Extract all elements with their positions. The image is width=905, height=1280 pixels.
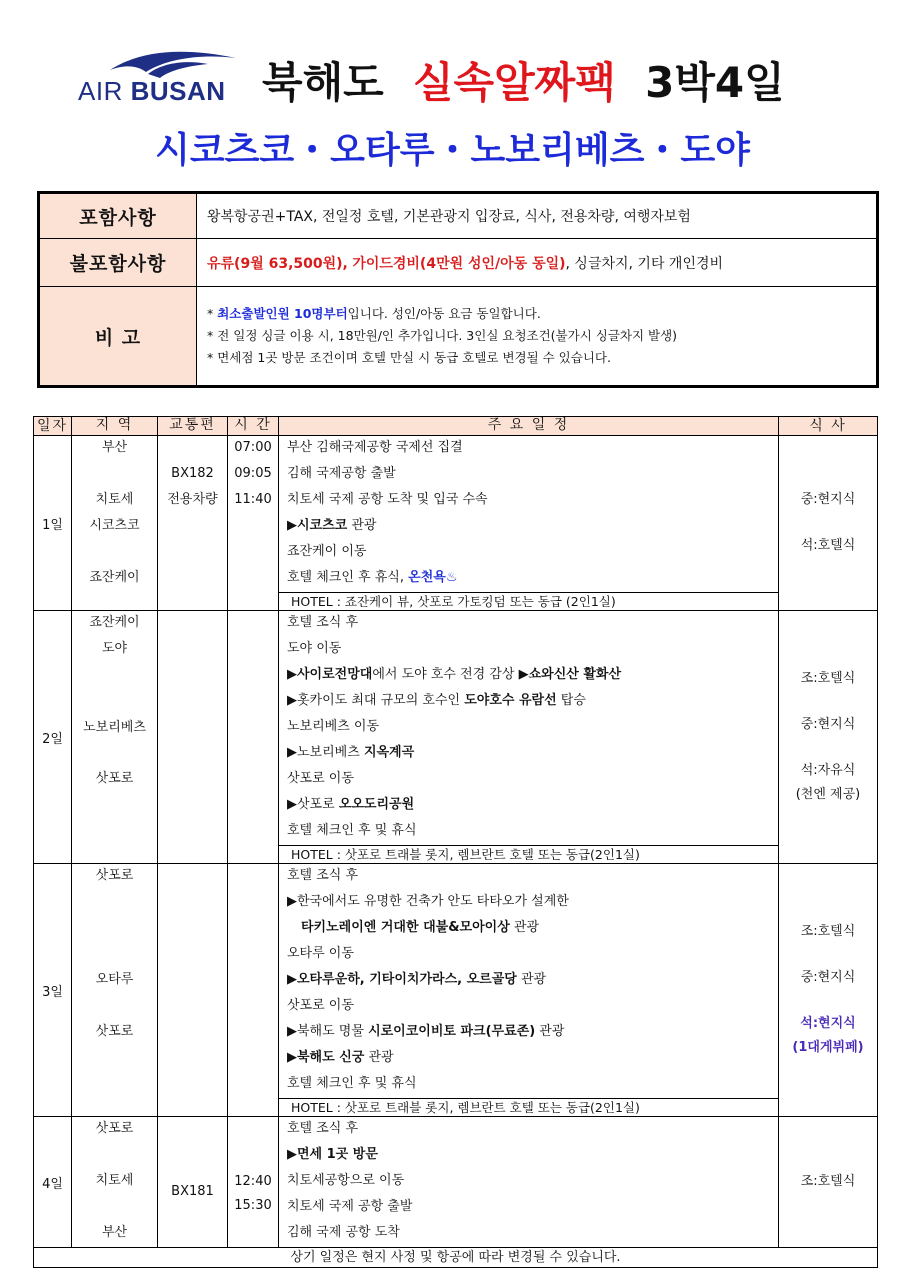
region: 부산 bbox=[101, 1225, 128, 1240]
page-title bbox=[262, 50, 785, 110]
header-transport: 교통편 bbox=[158, 417, 228, 436]
region bbox=[72, 890, 157, 916]
text: 홋카이도 최대 규모의 호수인 bbox=[297, 693, 465, 708]
day-2-regions bbox=[72, 611, 158, 864]
day-4-label: 4일 bbox=[34, 1117, 72, 1248]
header-day: 일자 bbox=[34, 417, 72, 436]
region: 삿포로 bbox=[95, 771, 134, 786]
excluded-fuel: 유류(9월 63,500원), bbox=[207, 255, 348, 272]
excluded-guide: 가이드경비(4만원 성인/아동 동일) bbox=[352, 255, 566, 272]
arrow-icon: ▶ bbox=[287, 1050, 297, 1065]
schedule-line bbox=[279, 793, 778, 819]
region bbox=[72, 462, 157, 488]
title-highlight: 실속알짜팩 bbox=[412, 58, 616, 107]
day-1-regions bbox=[72, 436, 158, 611]
time: 07:00 bbox=[234, 440, 272, 455]
bird-wing-icon bbox=[108, 48, 238, 78]
schedule-line bbox=[279, 890, 778, 916]
region bbox=[72, 1195, 157, 1221]
day-3-row bbox=[34, 864, 878, 1117]
day-1-label: 1일 bbox=[34, 436, 72, 611]
day-2-row bbox=[34, 611, 878, 864]
transport: 전용차량 bbox=[167, 492, 218, 507]
region: 죠잔케이 bbox=[89, 615, 140, 630]
highlight: 지옥계곡 bbox=[363, 745, 415, 760]
day-3-label: 3일 bbox=[34, 864, 72, 1117]
day-2-meals bbox=[779, 611, 878, 864]
schedule-line: 죠잔케이 이동 bbox=[287, 544, 367, 559]
day-4-meals bbox=[779, 1117, 878, 1248]
day-4-schedule bbox=[279, 1117, 779, 1248]
meal: 석:호텔식 bbox=[800, 538, 856, 553]
title-prefix: 북해도 bbox=[262, 58, 384, 107]
schedule-line bbox=[279, 1046, 778, 1072]
highlight: 도야호수 유람선 bbox=[464, 693, 557, 708]
arrow-icon: ▶ bbox=[287, 1147, 297, 1162]
note-1-prefix: * bbox=[207, 306, 218, 321]
arrow-icon: ▶ bbox=[287, 667, 297, 682]
region: 도야 bbox=[101, 641, 128, 656]
region: 부산 bbox=[101, 440, 128, 455]
day-3-regions bbox=[72, 864, 158, 1117]
region: 오타루 bbox=[95, 972, 134, 987]
meal: 조:호텔식 bbox=[800, 1174, 856, 1189]
logo-busan: BUSAN bbox=[130, 76, 226, 106]
text: 관광 bbox=[516, 972, 547, 987]
time: 09:05 bbox=[234, 466, 272, 481]
region: 치토세 bbox=[95, 492, 134, 507]
schedule-line bbox=[279, 741, 778, 767]
header-region: 지 역 bbox=[72, 417, 158, 436]
day-4-regions bbox=[72, 1117, 158, 1248]
region bbox=[72, 916, 157, 942]
day-2-schedule bbox=[279, 611, 779, 864]
region: 시코츠코 bbox=[89, 518, 140, 533]
meal: 중:현지식 bbox=[800, 492, 856, 507]
schedule-line: 부산 김해국제공항 국제선 집결 bbox=[287, 440, 463, 455]
day-3-hotel: HOTEL : 삿포로 트래블 롯지, 렘브란트 호텔 또는 동급(2인1실) bbox=[279, 1098, 778, 1116]
region: 삿포로 bbox=[95, 1121, 134, 1136]
meal: 조:호텔식 bbox=[800, 924, 856, 939]
schedule-line bbox=[279, 916, 778, 942]
excluded-rest: , 싱글차지, 기타 개인경비 bbox=[565, 255, 724, 272]
highlight: 쇼와신산 활화산 bbox=[528, 667, 622, 682]
day-1-times bbox=[228, 436, 279, 611]
schedule-line: 도야 이동 bbox=[287, 641, 342, 656]
highlight: 타키노레이엔 거대한 대불&모아이상 bbox=[301, 920, 510, 935]
region: 삿포로 bbox=[95, 868, 134, 883]
schedule-line: 호텔 조식 후 bbox=[287, 1121, 359, 1136]
region bbox=[72, 1143, 157, 1169]
schedule-line: 치토세 국제 공항 출발 bbox=[287, 1199, 413, 1214]
meal: (천엔 제공) bbox=[795, 787, 861, 802]
page-subtitle: 시코츠코・오타루・노보리베츠・도야 bbox=[155, 130, 750, 171]
time: 15:30 bbox=[234, 1198, 272, 1213]
highlight: 시코츠코 bbox=[297, 518, 348, 533]
arrow-icon: ▶ bbox=[287, 1024, 297, 1039]
air-busan-logo bbox=[78, 48, 238, 106]
header-meal: 식 사 bbox=[779, 417, 878, 436]
text: 관광 bbox=[364, 1050, 394, 1065]
text: 한국에서도 유명한 건축가 안도 타타오가 설계한 bbox=[297, 894, 569, 909]
transport: BX182 bbox=[171, 466, 214, 481]
day-4-row bbox=[34, 1117, 878, 1248]
header-schedule: 주 요 일 정 bbox=[279, 417, 779, 436]
region bbox=[72, 741, 157, 767]
day-3-times bbox=[228, 864, 279, 1117]
text: 관광 bbox=[347, 518, 377, 533]
text: 탑승 bbox=[556, 693, 586, 708]
schedule-line: 삿포로 이동 bbox=[287, 998, 354, 1013]
highlight: 시로이코이비토 파크(무료존) bbox=[368, 1024, 536, 1039]
arrow-icon: ▶ bbox=[287, 518, 297, 533]
schedule-line: 호텔 조식 후 bbox=[287, 868, 359, 883]
logo-air: AIR bbox=[78, 76, 123, 106]
footer-note: 상기 일정은 현지 사정 및 항공에 따라 변경될 수 있습니다. bbox=[34, 1248, 878, 1268]
day-1-schedule bbox=[279, 436, 779, 611]
region: 죠잔케이 bbox=[89, 570, 140, 585]
region: 치토세 bbox=[95, 1173, 134, 1188]
notes-label: 비 고 bbox=[39, 287, 197, 387]
schedule-line bbox=[279, 1020, 778, 1046]
day-2-times bbox=[228, 611, 279, 864]
meal: 중:현지식 bbox=[800, 717, 856, 732]
region bbox=[72, 942, 157, 968]
meal: 조:호텔식 bbox=[800, 671, 856, 686]
meal: 석:현지식 bbox=[800, 1016, 856, 1031]
schedule-line bbox=[279, 689, 778, 715]
schedule-line: 오타루 이동 bbox=[287, 946, 354, 961]
highlight: 면세 1곳 방문 bbox=[297, 1147, 378, 1162]
day-1-hotel: HOTEL : 죠잔케이 뷰, 삿포로 가토킹덤 또는 동급 (2인1실) bbox=[279, 592, 778, 610]
excluded-value bbox=[197, 239, 878, 287]
schedule-line: 김해 국제공항 출발 bbox=[287, 466, 396, 481]
logo-text bbox=[78, 76, 226, 107]
note-1-bold: 최소출발인원 10명부터 bbox=[217, 306, 348, 321]
schedule-line: 노보리베츠 이동 bbox=[287, 719, 380, 734]
highlight: 북해도 신궁 bbox=[297, 1050, 365, 1065]
schedule-line bbox=[279, 514, 778, 540]
day-2-label: 2일 bbox=[34, 611, 72, 864]
arrow-icon: ▶ bbox=[518, 667, 529, 682]
time: 11:40 bbox=[234, 492, 272, 507]
day-2-hotel: HOTEL : 삿포로 트래블 롯지, 렘브란트 호텔 또는 동급(2인1실) bbox=[279, 845, 778, 863]
note-3: * 면세점 1곳 방문 조건이며 호텔 만실 시 동급 호텔로 변경될 수 있습니다. bbox=[207, 350, 611, 365]
schedule-line bbox=[279, 968, 778, 994]
highlight: 오타루운하, 기타이치가라스, 오르골당 bbox=[297, 972, 517, 987]
header-time: 시 간 bbox=[228, 417, 279, 436]
arrow-icon: ▶ bbox=[287, 745, 297, 760]
text: 삿포로 bbox=[297, 797, 339, 812]
footer-row bbox=[34, 1248, 878, 1268]
highlight: 오오도리공원 bbox=[338, 797, 415, 812]
hot-spring-highlight: 온천욕♨ bbox=[408, 570, 458, 585]
arrow-icon: ▶ bbox=[287, 797, 297, 812]
schedule-table bbox=[33, 416, 878, 1268]
day-4-transport bbox=[158, 1117, 228, 1248]
arrow-icon: ▶ bbox=[287, 693, 297, 708]
day-1-transport bbox=[158, 436, 228, 611]
time: 12:40 bbox=[234, 1174, 272, 1189]
note-2: * 전 일정 싱글 이용 시, 18만원/인 추가입니다. 3인실 요청조건(불가시 싱글차지 발생) bbox=[207, 328, 678, 343]
schedule-line: 치토세 국제 공항 도착 및 입국 수속 bbox=[287, 492, 488, 507]
schedule-line: 호텔 체크인 후 및 휴식 bbox=[287, 1076, 417, 1091]
schedule-line bbox=[279, 1143, 778, 1169]
highlight: 사이로전망대 bbox=[297, 667, 373, 682]
text: 관광 bbox=[535, 1024, 565, 1039]
schedule-line bbox=[279, 566, 778, 592]
header bbox=[0, 40, 905, 171]
region bbox=[72, 540, 157, 566]
region: 삿포로 bbox=[95, 1024, 134, 1039]
meal: (1대게뷔페) bbox=[792, 1040, 864, 1055]
meal: 석:자유식 bbox=[800, 763, 856, 778]
region: 노보리베츠 bbox=[83, 720, 146, 735]
included-value: 왕복항공권+TAX, 전일정 호텔, 기본관광지 입장료, 식사, 전용차량, 여행자보험 bbox=[197, 193, 878, 239]
schedule-line: 김해 국제 공항 도착 bbox=[287, 1225, 400, 1240]
text: 호텔 체크인 후 휴식, bbox=[287, 570, 409, 585]
notes-value bbox=[197, 287, 878, 387]
schedule-line: 호텔 체크인 후 및 휴식 bbox=[287, 823, 417, 838]
day-2-transport bbox=[158, 611, 228, 864]
schedule-line bbox=[279, 663, 778, 689]
day-1-meals bbox=[779, 436, 878, 611]
day-4-times bbox=[228, 1117, 279, 1248]
region bbox=[72, 689, 157, 715]
transport: BX181 bbox=[171, 1183, 214, 1199]
schedule-line: 치토세공항으로 이동 bbox=[287, 1173, 405, 1188]
text: 노보리베츠 bbox=[297, 745, 364, 760]
text: 관광 bbox=[509, 920, 540, 935]
note-1 bbox=[207, 303, 866, 325]
info-table bbox=[37, 191, 879, 388]
day-3-meals bbox=[779, 864, 878, 1117]
excluded-label: 불포함사항 bbox=[39, 239, 197, 287]
arrow-icon: ▶ bbox=[287, 894, 297, 909]
note-1-rest: 입니다. 성인/아동 요금 동일합니다. bbox=[347, 306, 541, 321]
included-label: 포함사항 bbox=[39, 193, 197, 239]
arrow-icon: ▶ bbox=[287, 972, 297, 987]
region bbox=[72, 994, 157, 1020]
text: 북해도 명물 bbox=[297, 1024, 369, 1039]
schedule-header-row bbox=[34, 417, 878, 436]
schedule-line: 호텔 조식 후 bbox=[287, 615, 359, 630]
schedule-line: 삿포로 이동 bbox=[287, 771, 354, 786]
transport bbox=[158, 436, 227, 462]
text: 에서 도야 호수 전경 감상 bbox=[372, 667, 519, 682]
meal: 중:현지식 bbox=[800, 970, 856, 985]
title-suffix: 3박4일 bbox=[645, 58, 785, 107]
region bbox=[72, 663, 157, 689]
day-3-schedule bbox=[279, 864, 779, 1117]
day-3-transport bbox=[158, 864, 228, 1117]
day-1-row bbox=[34, 436, 878, 611]
